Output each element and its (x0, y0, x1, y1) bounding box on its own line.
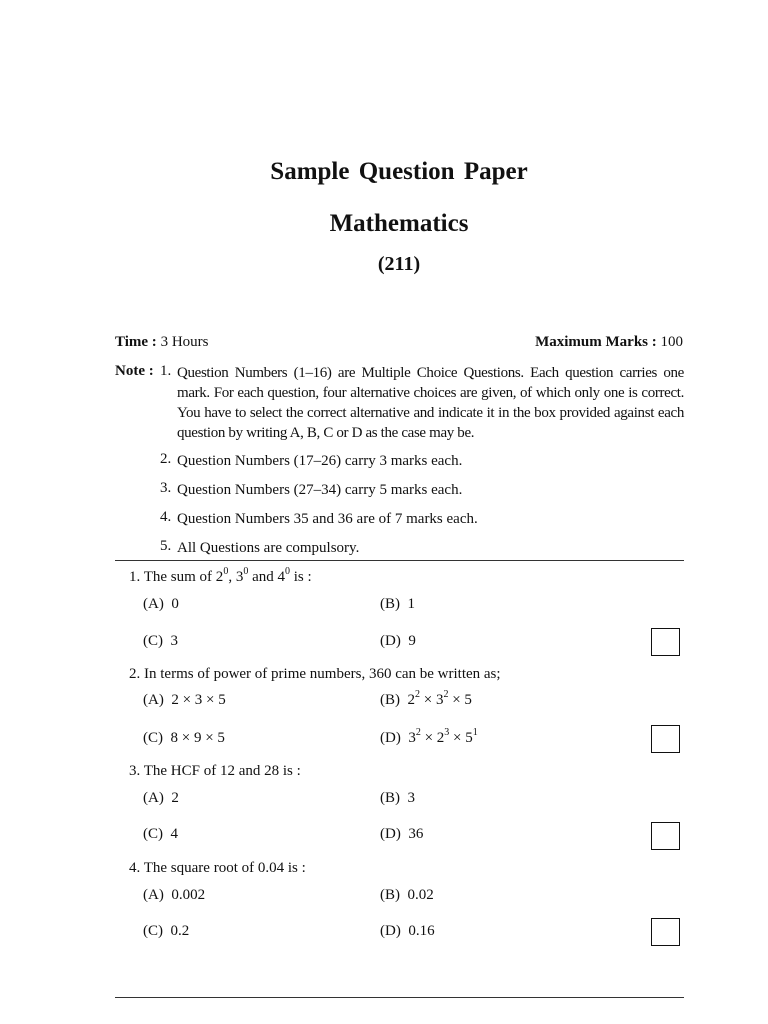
time-info (115, 334, 208, 351)
question-text: The HCF of 12 and 28 is : (143, 763, 301, 779)
question-2 (129, 666, 501, 683)
question-number: 4. (129, 860, 141, 876)
option-b: (B) 1 (380, 596, 415, 612)
note-item-text: Question Numbers 35 and 36 are of 7 marks each. (177, 511, 478, 527)
marks-label: Maximum Marks : (535, 334, 657, 350)
question-1 (129, 566, 312, 586)
option-a: (A) 2 (143, 790, 179, 806)
marks-value: 100 (660, 334, 683, 350)
note-item-text: Question Numbers (1–16) are Multiple Choice Questions. Each question carries one mark. For each question, four alternative choices are given, of which only one is correct. You have to select the correct alternative and indicate it in the box provided against each question by writing A, B, C or D as the case may be. (177, 365, 684, 441)
time-value: 3 Hours (160, 334, 209, 350)
divider (115, 560, 684, 561)
note-item-number: 1. (160, 363, 172, 379)
question-text: The sum of $2^0$, $3^0$ and $4^0$ is : (143, 566, 312, 585)
question-4 (129, 860, 306, 877)
option-c: (C) 8 × 9 × 5 (143, 730, 225, 746)
note-item-number: 2. (160, 451, 172, 467)
subject-code: (211) (377, 253, 421, 275)
option-d: (D) $3^2 \times 2^3 \times 5^1$ (380, 727, 478, 746)
answer-box[interactable] (651, 628, 680, 656)
max-marks-info (535, 334, 683, 351)
option-a: (A) 0 (143, 596, 179, 612)
question-number: 2. (129, 666, 141, 682)
option-d: (D) 0.16 (380, 923, 435, 939)
answer-box[interactable] (651, 725, 680, 753)
option-c: (C) 3 (143, 633, 178, 649)
note-item-text: Question Numbers (17–26) carry 3 marks each. (177, 453, 463, 469)
footer-divider (115, 997, 684, 998)
option-b: (B) 3 (380, 790, 415, 806)
option-d: (D) 36 (380, 826, 424, 842)
option-a: (A) 0.002 (143, 887, 206, 903)
option-c: (C) 0.2 (143, 923, 190, 939)
note-label: Note : (115, 363, 154, 379)
option-d: (D) 9 (380, 633, 416, 649)
option-b: (B) $2^2 \times 3^2 \times 5$ (380, 689, 472, 708)
answer-box[interactable] (651, 918, 680, 946)
note-item-text: Question Numbers (27–34) carry 5 marks each. (177, 482, 463, 498)
question-number: 3. (129, 763, 141, 779)
option-a: (A) 2 × 3 × 5 (143, 692, 226, 708)
note-item-number: 3. (160, 480, 172, 496)
note-item-text: All Questions are compulsory. (177, 540, 360, 556)
time-label: Time : (115, 334, 157, 350)
question-text: The square root of 0.04 is : (143, 860, 306, 876)
option-b: (B) 0.02 (380, 887, 434, 903)
subject-title: Mathematics (329, 210, 469, 237)
option-c: (C) 4 (143, 826, 178, 842)
question-3 (129, 763, 301, 780)
paper-title: Sample Question Paper (270, 158, 528, 185)
note-item-number: 4. (160, 509, 172, 525)
question-text: In terms of power of prime numbers, 360 can be written as; (144, 666, 501, 682)
answer-box[interactable] (651, 822, 680, 850)
note-item-number: 5. (160, 538, 172, 554)
question-number: 1. (129, 569, 141, 585)
